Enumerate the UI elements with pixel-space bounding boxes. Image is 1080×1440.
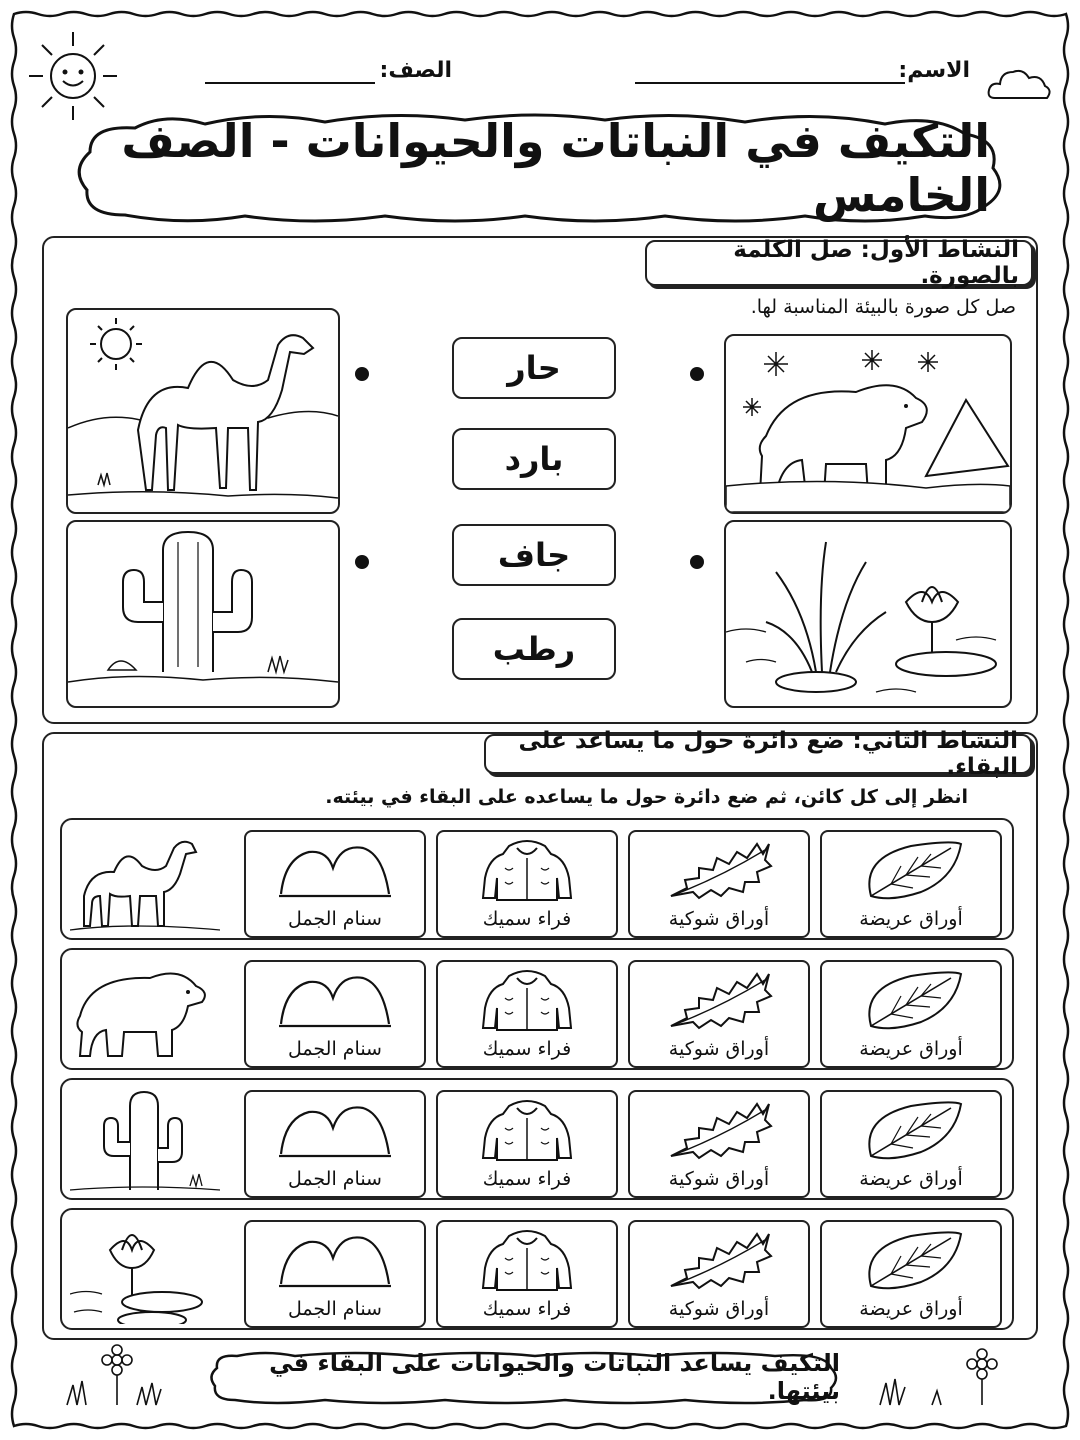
spiky-leaves-option[interactable] bbox=[628, 830, 810, 938]
spiky-leaf-icon bbox=[659, 838, 779, 902]
option-label: أوراق شوكية bbox=[668, 1038, 770, 1060]
flower-grass-icon-right bbox=[872, 1340, 1012, 1410]
word-dry[interactable]: جاف bbox=[452, 524, 616, 586]
cactus-icon bbox=[70, 1086, 220, 1194]
fur-coat-icon bbox=[467, 1098, 587, 1162]
organism-picture bbox=[70, 826, 220, 938]
lotus-icon bbox=[70, 1216, 220, 1324]
option-label: سنام الجمل bbox=[288, 908, 382, 930]
organism-picture bbox=[70, 1086, 220, 1198]
option-label: أوراق شوكية bbox=[668, 1298, 770, 1320]
cactus-illustration bbox=[68, 522, 338, 706]
broad-leaf-icon bbox=[851, 838, 971, 902]
page-title: التكيف في النباتات والحيوانات - الصف الخامس bbox=[121, 114, 990, 222]
option-label: فراء سميك bbox=[482, 1168, 572, 1190]
spiky-leaf-icon bbox=[659, 968, 779, 1032]
thick-fur-option[interactable] bbox=[436, 830, 618, 938]
name-label: الاسم: bbox=[898, 58, 970, 83]
spiky-leaf-icon bbox=[659, 1098, 779, 1162]
organism-row-polar-bear bbox=[60, 948, 1014, 1070]
thick-fur-option[interactable] bbox=[436, 960, 618, 1068]
broad-leaves-option[interactable] bbox=[820, 960, 1002, 1068]
fur-coat-icon bbox=[467, 1228, 587, 1292]
polar-bear-illustration bbox=[726, 336, 1010, 512]
organism-row-lotus bbox=[60, 1208, 1014, 1330]
activity2-instruction: انظر إلى كل كائن، ثم ضع دائرة حول ما يساعده على البقاء في بيئته. bbox=[325, 786, 968, 808]
organism-row-camel bbox=[60, 818, 1014, 940]
camel-hump-option[interactable] bbox=[244, 1220, 426, 1328]
footer-banner-text: التكيف يساعد النباتات والحيوانات على البقاء في بيئتها. bbox=[269, 1349, 840, 1405]
water-plants-picture bbox=[724, 520, 1012, 708]
organism-picture bbox=[70, 1216, 220, 1328]
camel-hump-option[interactable] bbox=[244, 960, 426, 1068]
broad-leaves-option[interactable] bbox=[820, 1220, 1002, 1328]
word-cold[interactable]: بارد bbox=[452, 428, 616, 490]
camel-hump-icon bbox=[275, 1228, 395, 1292]
camel-illustration bbox=[68, 310, 338, 512]
camel-hump-icon bbox=[275, 968, 395, 1032]
spiky-leaf-icon bbox=[659, 1228, 779, 1292]
organism-row-cactus bbox=[60, 1078, 1014, 1200]
option-label: فراء سميك bbox=[482, 1298, 572, 1320]
option-label: سنام الجمل bbox=[288, 1038, 382, 1060]
option-label: أوراق شوكية bbox=[668, 1168, 770, 1190]
spiky-leaves-option[interactable] bbox=[628, 960, 810, 1068]
broad-leaves-option[interactable] bbox=[820, 830, 1002, 938]
fur-coat-icon bbox=[467, 838, 587, 902]
broad-leaf-icon bbox=[851, 968, 971, 1032]
broad-leaf-icon bbox=[851, 1098, 971, 1162]
match-dot-camel[interactable] bbox=[355, 367, 369, 381]
word-humid[interactable]: رطب bbox=[452, 618, 616, 680]
flower-grass-icon-left bbox=[62, 1340, 172, 1410]
camel-hump-option[interactable] bbox=[244, 1090, 426, 1198]
option-label: أوراق عريضة bbox=[859, 1038, 963, 1060]
option-label: سنام الجمل bbox=[288, 1298, 382, 1320]
polar-bear-icon bbox=[70, 956, 220, 1064]
option-label: فراء سميك bbox=[482, 908, 572, 930]
match-dot-cactus[interactable] bbox=[355, 555, 369, 569]
cloud-icon bbox=[985, 60, 1055, 105]
activity1-title: النشاط الأول: صل الكلمة بالصورة. bbox=[645, 240, 1033, 286]
thick-fur-option[interactable] bbox=[436, 1220, 618, 1328]
option-label: أوراق عريضة bbox=[859, 1168, 963, 1190]
option-label: سنام الجمل bbox=[288, 1168, 382, 1190]
broad-leaves-option[interactable] bbox=[820, 1090, 1002, 1198]
option-label: فراء سميك bbox=[482, 1038, 572, 1060]
fur-coat-icon bbox=[467, 968, 587, 1032]
match-dot-water-plant[interactable] bbox=[690, 555, 704, 569]
camel-hump-option[interactable] bbox=[244, 830, 426, 938]
name-line[interactable] bbox=[635, 82, 905, 84]
camel-hump-icon bbox=[275, 1098, 395, 1162]
activity1-instruction: صل كل صورة بالبيئة المناسبة لها. bbox=[750, 296, 1016, 318]
match-dot-bear[interactable] bbox=[690, 367, 704, 381]
camel-hump-icon bbox=[275, 838, 395, 902]
spiky-leaves-option[interactable] bbox=[628, 1090, 810, 1198]
option-label: أوراق عريضة bbox=[859, 1298, 963, 1320]
camel-icon bbox=[70, 826, 220, 934]
organism-picture bbox=[70, 956, 220, 1068]
spiky-leaves-option[interactable] bbox=[628, 1220, 810, 1328]
water-plants-illustration bbox=[726, 522, 1010, 706]
polar-bear-picture bbox=[724, 334, 1012, 514]
activity2-title: النشاط الثاني: ضع دائرة حول ما يساعد على البقاء. bbox=[484, 734, 1032, 774]
cactus-desert-picture bbox=[66, 520, 340, 708]
thick-fur-option[interactable] bbox=[436, 1090, 618, 1198]
camel-desert-picture bbox=[66, 308, 340, 514]
option-label: أوراق عريضة bbox=[859, 908, 963, 930]
broad-leaf-icon bbox=[851, 1228, 971, 1292]
class-label: الصف: bbox=[379, 58, 452, 83]
class-line[interactable] bbox=[205, 82, 375, 84]
word-hot[interactable]: حار bbox=[452, 337, 616, 399]
option-label: أوراق شوكية bbox=[668, 908, 770, 930]
